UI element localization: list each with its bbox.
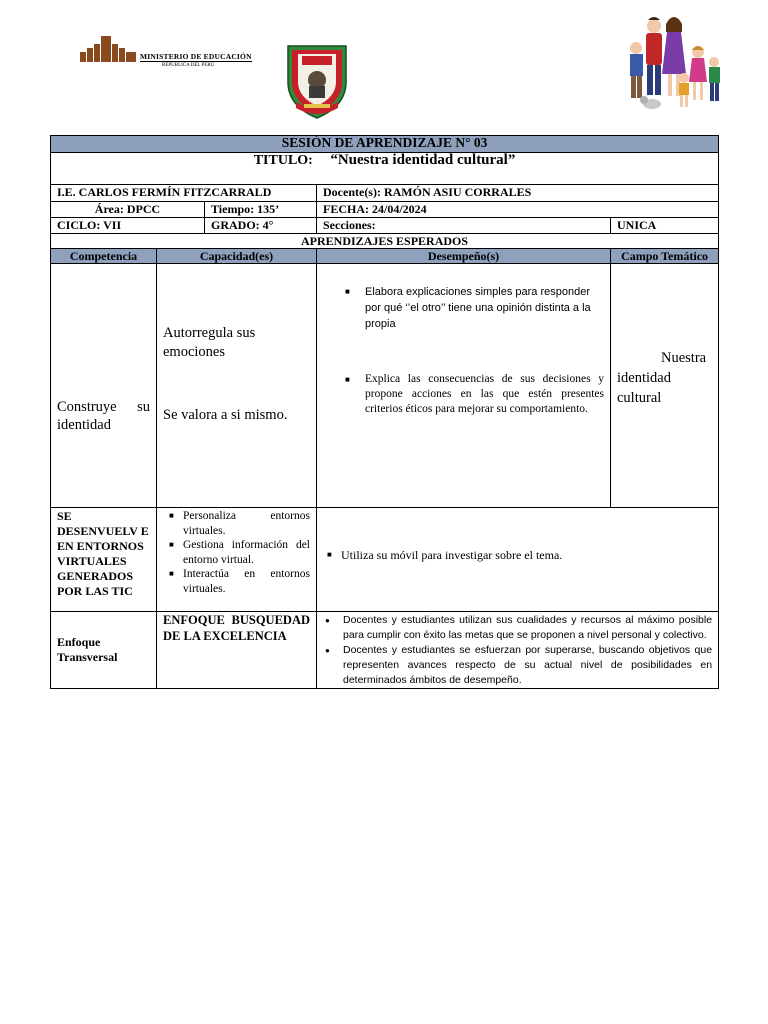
enfoque-item-1: ● Docentes y estudiantes utilizan sus cualidades y recursos al máximo posible para cumplir con éxito las metas que se proponen a nivel personal y colectivo. (321, 613, 712, 643)
fecha: FECHA: 24/04/2024 (317, 202, 719, 218)
tiempo: Tiempo: 135’ (205, 202, 317, 218)
enfoque-transversal-label: Enfoque Transversal (51, 612, 157, 689)
desempeno-item-2: ■ Explica las consecuencias de sus decisiones y propone acciones en las que estén presentes criterios éticos para mejorar su comportamiento. (341, 372, 604, 417)
enfoque-name: ENFOQUE BUSQUEDAD DE LA EXCELENCIA (157, 612, 317, 689)
ie-name: I.E. CARLOS FERMÍN FITZCARRALD (51, 185, 317, 202)
capacidad-tic-2: ■ Gestiona información del entorno virtual. (169, 538, 310, 567)
capacidad-tic-1: ■ Personaliza entornos virtuales. (169, 509, 310, 538)
capacidad-autorregula: Autorregula sus emociones (163, 325, 256, 360)
family-illustration (626, 12, 724, 114)
enfoque-item-2: ● Docentes y estudiantes se esfuerzan por superarse, buscando objetivos que representen avances respecto de su actual nivel de posibilidades en determinados ámbitos de desempeño. (321, 643, 712, 688)
session-table (50, 135, 719, 689)
secciones-value: UNICA (611, 218, 719, 234)
col-competencia: Competencia (51, 249, 157, 264)
capacidad-tic-3: ■ Interactúa en entornos virtuales. (169, 567, 310, 596)
grado: GRADO: 4° (205, 218, 317, 234)
desempeno-item-1: ■ Elabora explicaciones simples para responder por qué ‘’el otro’’ tiene una opinión distinta a la propia (341, 284, 604, 332)
competencia-tic: SE DESENVUELV E EN ENTORNOS VIRTUALES GENERADOS POR LAS TIC (51, 508, 157, 612)
titulo-label: TITULO: (253, 153, 313, 168)
minedu-title: MINISTERIO DE EDUCACIÓN (140, 52, 252, 61)
capacidad-valora: Se valora a si mismo. (163, 407, 288, 423)
ciclo: CICLO: VII (51, 218, 205, 234)
desempeno-tic: ■ Utiliza su móvil para investigar sobre el tema. (327, 548, 712, 562)
school-crest-logo (284, 42, 350, 120)
secciones-label: Secciones: (317, 218, 611, 234)
minedu-bars-icon (80, 36, 138, 62)
session-title: SESIÓN DE APRENDIZAJE N° 03 (51, 136, 719, 153)
col-desempeno: Desempeño(s) (317, 249, 611, 264)
col-campo: Campo Temático (611, 249, 719, 264)
aprendizajes-heading: APRENDIZAJES ESPERADOS (51, 234, 719, 249)
area: Área: DPCC (51, 202, 205, 218)
competencia-identidad: Construye su identidad (51, 264, 157, 508)
titulo-value: “Nuestra identidad cultural” (330, 152, 516, 168)
col-capacidad: Capacidad(es) (157, 249, 317, 264)
campo-tematico: Nuestra identidad cultural (611, 264, 719, 508)
docente: Docente(s): RAMÓN ASIU CORRALES (317, 185, 719, 202)
minedu-subtitle: REPÚBLICA DEL PERÚ (162, 63, 215, 68)
minedu-logo (80, 36, 252, 76)
